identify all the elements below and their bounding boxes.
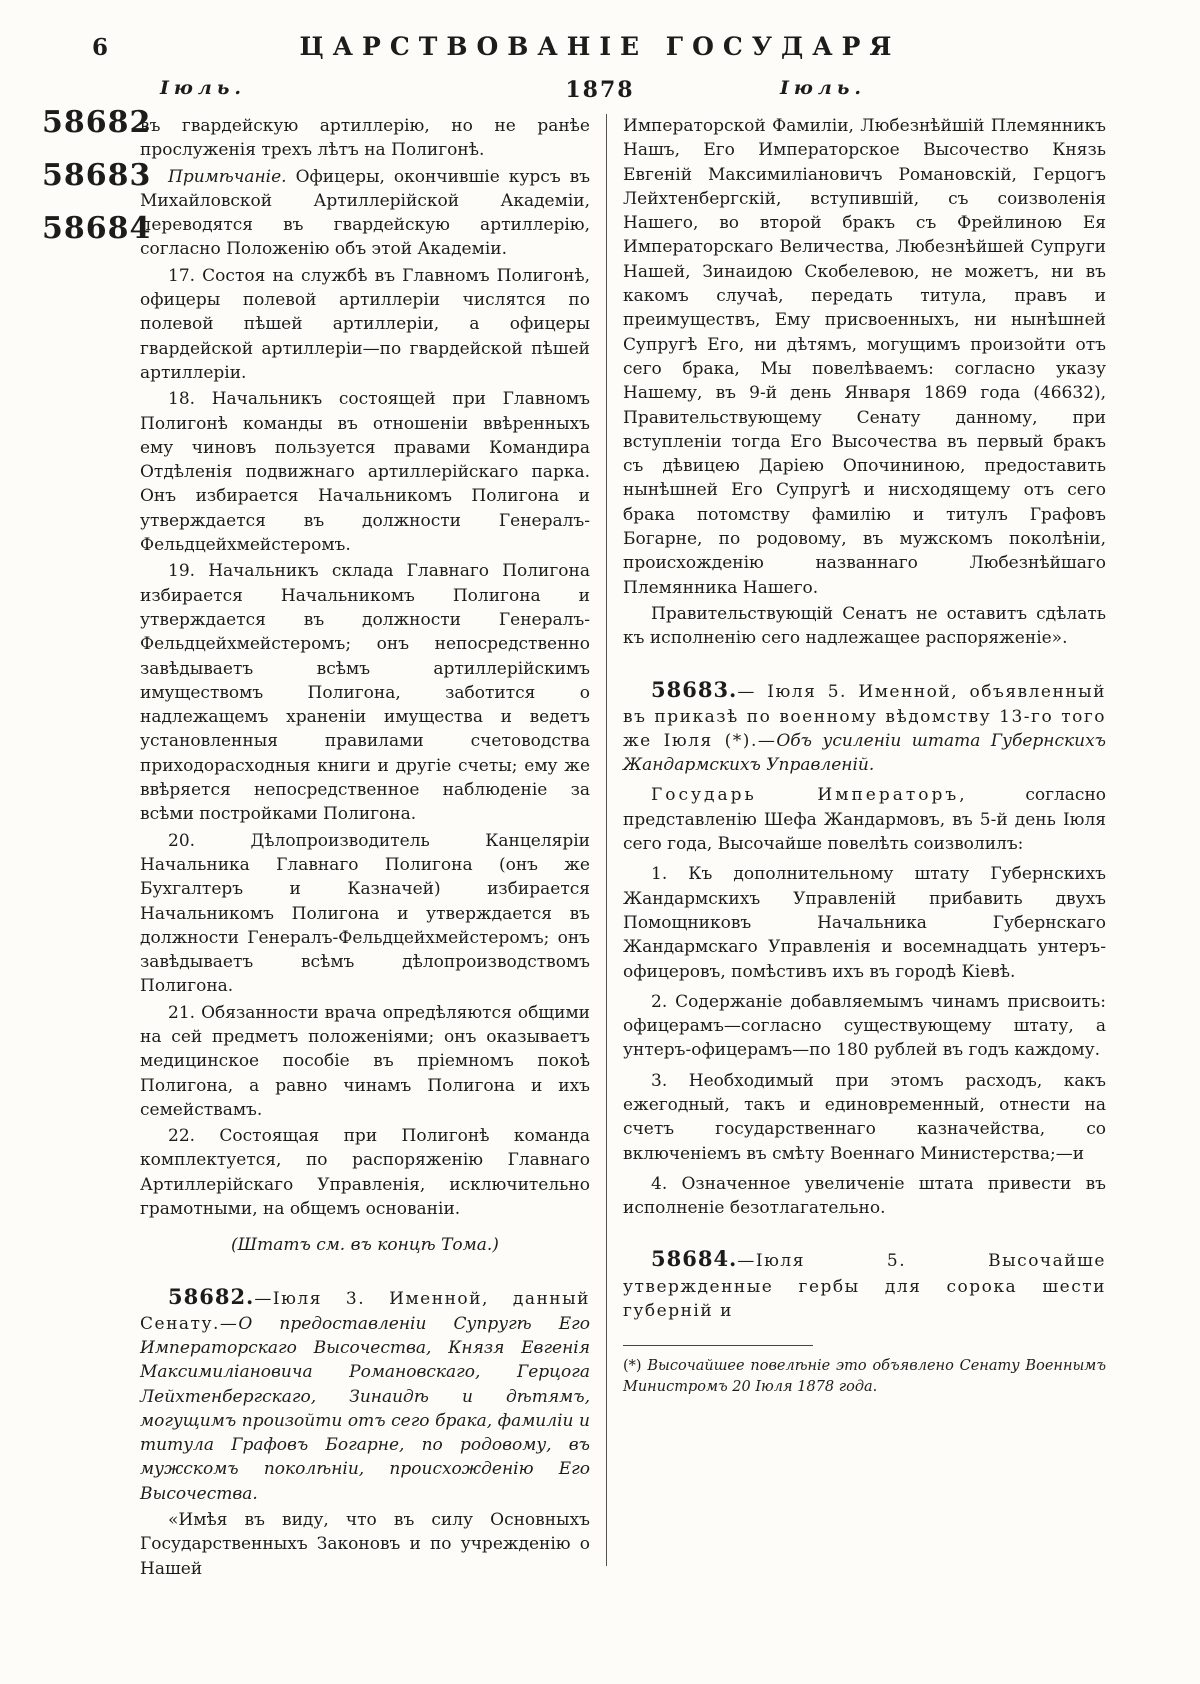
running-title: ЦАРСТВОВАНІЕ ГОСУДАРЯ: [299, 32, 901, 61]
list-item-1: 1. Къ дополнительному штату Губернскихъ Жандармскихъ Управленій прибавить двухъ Помощниковъ Начальника Губернскаго Жандармскаго Управленія и восемнадцать унтеръ-офицеровъ, помѣстивъ ихъ въ городѣ Кіевѣ.: [623, 864, 1106, 982]
article-date-type: — Іюля 5. Именной, объявленный въ приказѣ по военному вѣдомству 13-го того же Іюля (*).—: [623, 681, 1106, 751]
month-label-right: Іюль.: [780, 77, 866, 99]
article-heading-58683: [623, 675, 1106, 778]
note-text: Офицеры, окончившіе курсъ въ Михайловской Артиллерійской Академіи, переводятся въ гвардейскую артиллерію, согласно Положенію объ этой Академіи.: [140, 166, 591, 260]
list-item-2: 2. Содержаніе добавляемымъ чинамъ присвоить: офицерамъ—согласно существующему штату, а унтеръ-офицерамъ—по 180 рублей въ годъ каждому.: [623, 991, 1106, 1061]
article-date-type: —Іюля 3. Именной, данный Сенату.—: [140, 1288, 590, 1334]
paragraph-quote-start: «Имѣя въ виду, что въ силу Основныхъ Государственныхъ Законовъ и по учрежденію о Нашей: [140, 1510, 590, 1579]
paragraph-18: 18. Начальникъ состоящей при Главномъ Полигонѣ команды въ отношеніи ввѣренныхъ ему чиновъ пользуется правами Командира Отдѣленія подвижнаго артиллерійскаго парка. Онъ избирается Начальникомъ Полигона и утверждается въ должности Генералъ-Фельдцейхмейстеромъ.: [140, 389, 590, 556]
page-header: [0, 32, 1200, 105]
paragraph-17: 17. Состоя на службѣ въ Главномъ Полигонѣ, офицеры полевой артиллеріи числятся по полевой пѣшей артиллеріи, а офицеры гвардейской артиллеріи—по гвардейской пѣшей артиллеріи.: [140, 265, 590, 383]
paragraph-continuation: Императорской Фамиліи, Любезнѣйшій Племянникъ Нашъ, Его Императорское Высочество Князь Евгеній Максимиліановичъ Романовскій, Герцогъ Лейхтенбергскій, вступившій, съ соизволенія Нашего, во второй бракъ съ Фрейлиною Ея Императорскаго Величества, Любезнѣйшей Супруги Нашей, Зинаидою Скобелевою, не можетъ, ни въ какомъ случаѣ, передать титула, правъ и преимуществъ, Ему присвоенныхъ, ни нынѣшней Супругѣ Его, ни дѣтямъ, могущимъ произойти отъ сего брака, Мы повелѣваемъ: согласно указу Нашему, въ 9-й день Января 1869 года (46632), Правительствующему Сенату данному, при вступленіи тогда Его Высочества въ первый бракъ съ дѣвицею Даріею Опочининою, предоставить нынѣшней Его Супругѣ и нисходящему отъ сего брака потомству фамилію и титулъ Графовъ Богарне, по родовому, въ мужскомъ поколѣніи, происхожденію названнаго Любезнѣйшаго Племянника Нашего.: [623, 116, 1106, 598]
staff-reference-note: (Штатъ см. въ концѣ Тома.): [231, 1235, 499, 1256]
margin-article-number-58684: 58684: [42, 211, 152, 246]
month-label-left: Іюль.: [160, 77, 246, 99]
article-number: 58684.: [651, 1246, 738, 1272]
page-number: 6: [92, 34, 109, 61]
paragraph-20: 20. Дѣлопроизводитель Канцеляріи Начальника Главнаго Полигона (онъ же Бухгалтеръ и Казначей) избирается Начальникомъ Полигона и утверждается въ должности Генералъ-Фельдцейхмейстеромъ; онъ завѣдываетъ всѣмъ дѣлопроизводствомъ Полигона.: [140, 830, 590, 997]
margin-article-number-58682: 58682: [42, 105, 152, 140]
article-number: 58682.: [168, 1283, 255, 1309]
paragraph-senate: Правительствующій Сенатъ не оставитъ сдѣлать къ исполненію сего надлежащее распоряженіе».: [623, 603, 1106, 649]
year-label: 1878: [565, 77, 635, 103]
article-date-type: —Іюля 5. Высочайше утвержденные гербы для сорока шести губерній и: [623, 1251, 1106, 1321]
paragraph-21: 21. Обязанности врача опредѣляются общими на сей предметъ положеніями; онъ оказываетъ медицинское пособіе въ пріемномъ покоѣ Полигона, а равно чинамъ Полигона и ихъ семействамъ.: [140, 1002, 590, 1120]
footnote: [623, 1356, 1106, 1398]
margin-article-number-58683: 58683: [42, 158, 152, 193]
article-subject: Объ усиленіи штата Губернскихъ Жандармскихъ Управленій.: [623, 730, 1106, 776]
footnote-text: Высочайшее повелѣніе это объявлено Сенату Военнымъ Министромъ 20 Іюля 1878 года.: [623, 1358, 1106, 1396]
paragraph-22: 22. Состоящая при Полигонѣ команда комплектуется, по распоряженію Главнаго Артиллерійскаго Управленія, исключительно грамотными, на общемъ основаніи.: [140, 1126, 590, 1220]
column-divider: [606, 114, 607, 1566]
text-columns: [140, 114, 1106, 1583]
paragraph-gosudar: [623, 783, 1106, 856]
paragraph-19: 19. Начальникъ склада Главнаго Полигона избирается Начальникомъ Полигона и утверждается въ должности Генералъ-Фельдцейхмейстеромъ; онъ непосредственно завѣдываетъ всѣмъ артиллерійскимъ имуществомъ Полигона, заботится о надлежащемъ храненіи имущества и ведетъ установленныя правилами счетоводства приходорасходныя книги и другіе счеты; ему же ввѣряется непосредственное наблюденіе за всѣми постройками Полигона.: [140, 561, 590, 825]
list-item-3: 3. Необходимый при этомъ расходъ, какъ ежегодный, такъ и единовременный, отнести на счетъ государственнаго казначейства, со включеніемъ въ смѣту Военнаго Министерства;—и: [623, 1070, 1106, 1164]
paragraph-continuation: въ гвардейскую артиллерію, но не ранѣе прослуженія трехъ лѣтъ на Полигонѣ.: [140, 116, 590, 161]
article-heading-58682: [140, 1282, 590, 1506]
gosudar-lead: Государь Императоръ,: [651, 785, 968, 806]
date-line: [0, 77, 1200, 105]
footnote-mark: (*): [623, 1358, 642, 1375]
right-column: [623, 114, 1106, 1583]
note-lead: Примѣчаніе.: [168, 166, 287, 187]
list-item-4: 4. Означенное увеличеніе штата привести въ исполненіе безотлагательно.: [623, 1173, 1106, 1219]
left-column: [140, 114, 590, 1583]
footnote-rule: [623, 1345, 813, 1346]
article-number: 58683.: [651, 676, 738, 702]
gosudar-text: согласно представленію Шефа Жандармовъ, въ 5-й день Іюля сего года, Высочайше повелѣть соизволилъ:: [623, 785, 1107, 855]
article-heading-58684: [623, 1244, 1106, 1323]
article-subject: О предоставленіи Супругѣ Его Императорскаго Высочества, Князя Евгенія Максимиліановича Романовскаго, Герцога Лейхтенбергскаго, Зинаидѣ и дѣтямъ, могущимъ произойти отъ сего брака, фамиліи и титула Графовъ Богарне, по родовому, въ мужскомъ поколѣніи, происхожденію Его Высочества.: [140, 1313, 590, 1504]
note-paragraph: [140, 165, 590, 262]
